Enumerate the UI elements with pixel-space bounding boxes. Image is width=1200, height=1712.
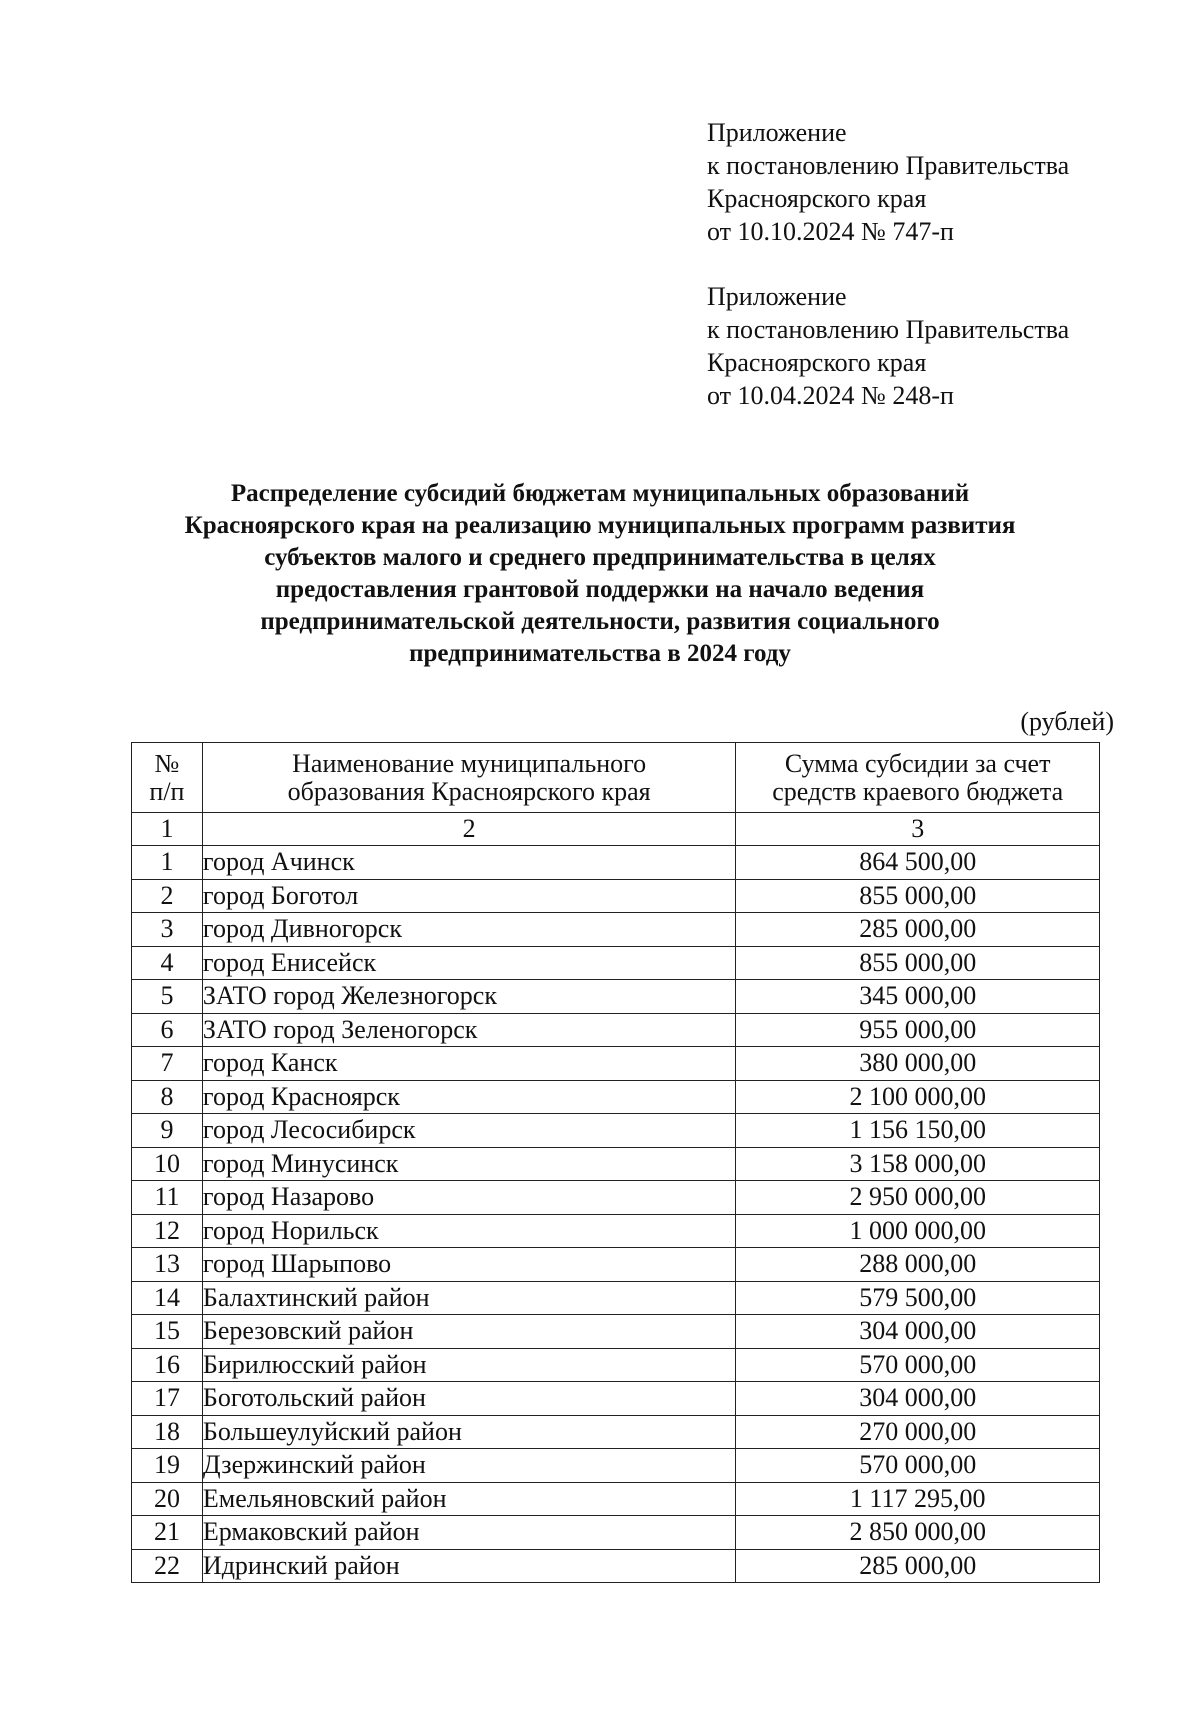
subsidy-amount-cell: 579 500,00	[736, 1281, 1100, 1315]
municipality-name-cell: Балахтинский район	[202, 1281, 735, 1315]
appendix-date-number: от 10.04.2024 № 248-п	[707, 381, 954, 410]
subsidy-amount-cell: 288 000,00	[736, 1248, 1100, 1282]
row-number-cell: 3	[132, 913, 203, 947]
subsidy-amount-cell: 380 000,00	[736, 1047, 1100, 1081]
row-number-cell: 9	[132, 1114, 203, 1148]
row-number-cell: 13	[132, 1248, 203, 1282]
municipality-name-cell: город Минусинск	[202, 1147, 735, 1181]
subsidy-amount-cell: 304 000,00	[736, 1315, 1100, 1349]
appendix-region: Красноярского края	[707, 184, 927, 213]
subsidy-amount-cell: 864 500,00	[736, 846, 1100, 880]
title-line: предпринимательства в 2024 году	[409, 640, 791, 667]
table-row	[132, 913, 1100, 947]
table-row	[132, 1114, 1100, 1148]
row-number-cell: 7	[132, 1047, 203, 1081]
subsidy-amount-cell: 570 000,00	[736, 1348, 1100, 1382]
table-row	[132, 1415, 1100, 1449]
title-line: предпринимательской деятельности, развития социального	[260, 608, 940, 635]
municipality-name-cell: Идринский район	[202, 1549, 735, 1583]
subsidy-amount-cell: 2 950 000,00	[736, 1181, 1100, 1215]
subsidy-amount-cell: 855 000,00	[736, 879, 1100, 913]
table-row	[132, 1214, 1100, 1248]
table-row	[132, 1348, 1100, 1382]
table-row	[132, 1080, 1100, 1114]
row-number-cell: 21	[132, 1516, 203, 1550]
subsidy-amount-cell: 1 117 295,00	[736, 1482, 1100, 1516]
appendix-label: Приложение	[707, 282, 847, 311]
row-number-cell: 10	[132, 1147, 203, 1181]
appendix-resolution-ref: к постановлению Правительства	[707, 315, 1070, 344]
subsidy-amount-cell: 285 000,00	[736, 913, 1100, 947]
subsidy-amount-cell: 345 000,00	[736, 980, 1100, 1014]
municipality-name-cell: город Ачинск	[202, 846, 735, 880]
subsidy-distribution-table	[131, 742, 1100, 1583]
row-number-cell: 4	[132, 946, 203, 980]
row-number-cell: 17	[132, 1382, 203, 1416]
appendix-label: Приложение	[707, 118, 847, 147]
document-title	[120, 478, 1080, 670]
column-number: 3	[736, 813, 1100, 846]
table-header-row	[132, 743, 1100, 813]
municipality-name-cell: город Канск	[202, 1047, 735, 1081]
table-row	[132, 1047, 1100, 1081]
subsidy-amount-cell: 955 000,00	[736, 1013, 1100, 1047]
municipality-name-cell: Дзержинский район	[202, 1449, 735, 1483]
subsidy-amount-cell: 855 000,00	[736, 946, 1100, 980]
table-row	[132, 1516, 1100, 1550]
row-number-cell: 8	[132, 1080, 203, 1114]
subsidy-amount-cell: 3 158 000,00	[736, 1147, 1100, 1181]
table-row	[132, 1382, 1100, 1416]
table-row	[132, 846, 1100, 880]
subsidy-amount-cell: 570 000,00	[736, 1449, 1100, 1483]
row-number-cell: 1	[132, 846, 203, 880]
municipality-name-cell: Березовский район	[202, 1315, 735, 1349]
row-number-cell: 14	[132, 1281, 203, 1315]
appendix-resolution-ref: к постановлению Правительства	[707, 151, 1070, 180]
row-number-cell: 16	[132, 1348, 203, 1382]
appendix-region: Красноярского края	[707, 348, 927, 377]
table-row	[132, 879, 1100, 913]
table-row	[132, 1549, 1100, 1583]
appendix-current-resolution	[707, 116, 1069, 248]
subsidy-amount-cell: 1 000 000,00	[736, 1214, 1100, 1248]
table-row	[132, 1281, 1100, 1315]
row-number-cell: 11	[132, 1181, 203, 1215]
row-number-cell: 22	[132, 1549, 203, 1583]
currency-unit-label: (рублей)	[1020, 707, 1114, 736]
header-row-number: № п/п	[132, 743, 203, 813]
title-line: субъектов малого и среднего предпринимательства в целях	[264, 544, 936, 571]
column-number: 2	[202, 813, 735, 846]
header-municipality-name: Наименование муниципального образования Красноярского края	[202, 743, 735, 813]
municipality-name-cell: город Лесосибирск	[202, 1114, 735, 1148]
row-number-cell: 20	[132, 1482, 203, 1516]
appendix-original-resolution	[707, 280, 1069, 412]
table-row	[132, 946, 1100, 980]
row-number-cell: 12	[132, 1214, 203, 1248]
row-number-cell: 5	[132, 980, 203, 1014]
table-row	[132, 1449, 1100, 1483]
table-row	[132, 1147, 1100, 1181]
municipality-name-cell: Емельяновский район	[202, 1482, 735, 1516]
municipality-name-cell: город Боготол	[202, 879, 735, 913]
title-line: Распределение субсидий бюджетам муниципальных образований	[230, 480, 970, 507]
municipality-name-cell: город Дивногорск	[202, 913, 735, 947]
subsidy-amount-cell: 304 000,00	[736, 1382, 1100, 1416]
row-number-cell: 19	[132, 1449, 203, 1483]
municipality-name-cell: Ермаковский район	[202, 1516, 735, 1550]
subsidy-amount-cell: 2 100 000,00	[736, 1080, 1100, 1114]
row-number-cell: 2	[132, 879, 203, 913]
table-row	[132, 1315, 1100, 1349]
row-number-cell: 15	[132, 1315, 203, 1349]
table-row	[132, 1013, 1100, 1047]
municipality-name-cell: город Шарыпово	[202, 1248, 735, 1282]
row-number-cell: 6	[132, 1013, 203, 1047]
municipality-name-cell: Большеулуйский район	[202, 1415, 735, 1449]
subsidy-amount-cell: 1 156 150,00	[736, 1114, 1100, 1148]
row-number-cell: 18	[132, 1415, 203, 1449]
municipality-name-cell: Боготольский район	[202, 1382, 735, 1416]
column-number-row	[132, 813, 1100, 846]
column-number: 1	[132, 813, 203, 846]
title-line: Красноярского края на реализацию муниципальных программ развития	[184, 512, 1016, 539]
table-body	[132, 846, 1100, 1583]
appendix-date-number: от 10.10.2024 № 747-п	[707, 217, 954, 246]
municipality-name-cell: город Норильск	[202, 1214, 735, 1248]
municipality-name-cell: город Енисейск	[202, 946, 735, 980]
subsidy-amount-cell: 270 000,00	[736, 1415, 1100, 1449]
table-row	[132, 1248, 1100, 1282]
municipality-name-cell: ЗАТО город Зеленогорск	[202, 1013, 735, 1047]
table-row	[132, 1181, 1100, 1215]
title-line: предоставления грантовой поддержки на начало ведения	[275, 576, 925, 603]
municipality-name-cell: ЗАТО город Железногорск	[202, 980, 735, 1014]
municipality-name-cell: город Назарово	[202, 1181, 735, 1215]
municipality-name-cell: город Красноярск	[202, 1080, 735, 1114]
table-row	[132, 1482, 1100, 1516]
table-row	[132, 980, 1100, 1014]
municipality-name-cell: Бирилюсский район	[202, 1348, 735, 1382]
subsidy-amount-cell: 285 000,00	[736, 1549, 1100, 1583]
subsidy-amount-cell: 2 850 000,00	[736, 1516, 1100, 1550]
header-subsidy-amount: Сумма субсидии за счет средств краевого бюджета	[736, 743, 1100, 813]
